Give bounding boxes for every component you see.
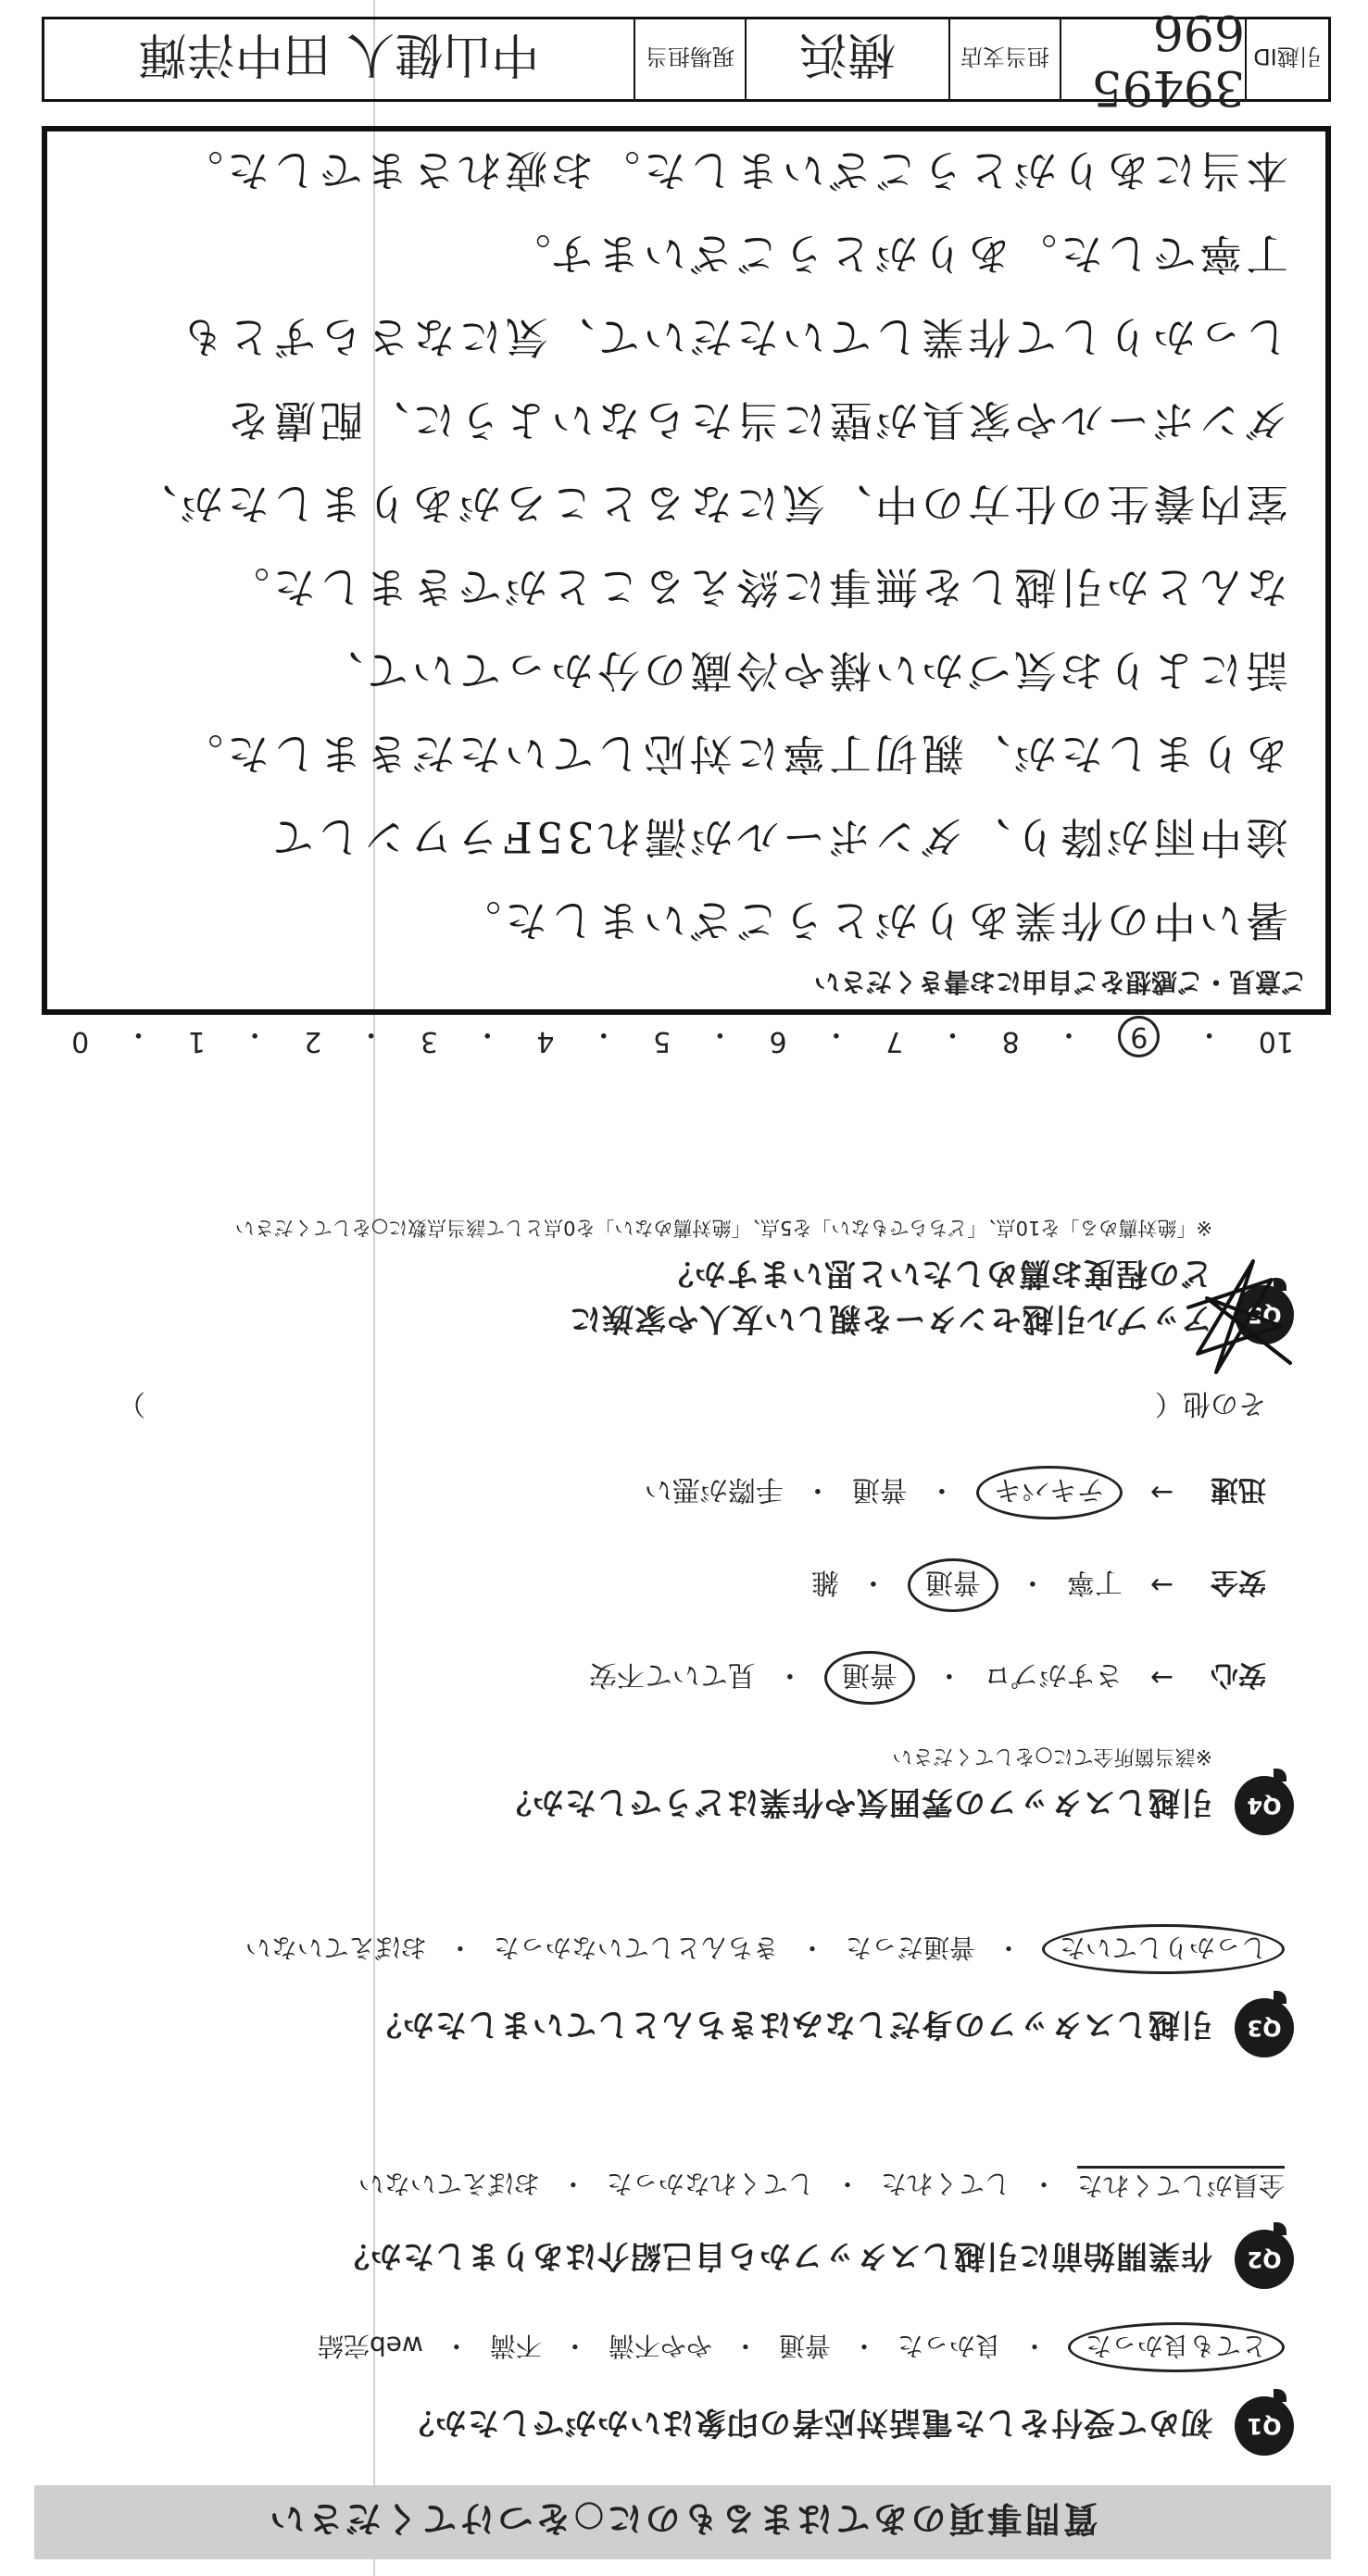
branch-label: 担当支店 xyxy=(948,19,1060,99)
q4-other-label: その他（ xyxy=(1155,1387,1266,1419)
q5-score-2[interactable]: 2 xyxy=(304,1025,322,1057)
q4-safety-option-1[interactable]: 丁寧 xyxy=(1066,1566,1123,1598)
q5-text-line-2: どの程度お薦めしたいと思いますか？ xyxy=(661,1255,1212,1292)
q1-option-4[interactable]: やや不満 xyxy=(608,2331,712,2361)
q4-row-reassurance: 安心 → さすがプロ ・ 普通 ・ 見ていて不安 xyxy=(71,1651,1266,1705)
q4-reassurance-option-1[interactable]: さすがプロ xyxy=(983,1658,1123,1691)
q3-option-3[interactable]: きちんとしていなかった xyxy=(493,1932,779,1963)
scribble-mark-icon xyxy=(1179,1243,1309,1382)
comment-line: しっかりして作業していただいて、気になさらずとも xyxy=(177,312,1288,362)
id-value: 39495 696 xyxy=(1060,19,1245,99)
q4-other-close: ） xyxy=(118,1387,145,1419)
q4-other-row xyxy=(118,1386,1266,1427)
q4-speed-option-2[interactable]: 普通 xyxy=(851,1473,908,1506)
banner-text: 質問事項のあてはまるものに○をつけてください xyxy=(267,2498,1098,2540)
comments-label: ご意見・ご感想をご自由にお書きください xyxy=(813,967,1307,997)
comments-box[interactable] xyxy=(42,126,1331,1015)
q3-option-4[interactable]: おぼえていない xyxy=(245,1932,427,1963)
q1-options: とても良かった ・ 良かった ・ 普通 ・ やや不満 ・ 不満 ・ web完結 xyxy=(71,2322,1285,2372)
q4-row-safety: 安全 → 丁寧 ・ 普通 ・ 雑 xyxy=(71,1558,1266,1612)
q3-text: 引越しスタッフの身だしなみはきちんとしていましたか？ xyxy=(370,2006,1212,2044)
q3-option-1[interactable]: しっかりしていた xyxy=(1042,1924,1285,1974)
question-5 xyxy=(71,1215,1294,1344)
q3-badge: Q3 xyxy=(1235,1998,1294,2057)
q4-reassurance-option-2[interactable]: 普通 xyxy=(824,1651,915,1705)
q5-note: ※「絶対薦める」を10点、「どちらでもない」を5点、「絶対薦めない」を0点として該当点数に○をしてください xyxy=(234,1217,1212,1239)
q4-row-label: 安全 xyxy=(1211,1566,1266,1598)
comment-line: 室内養生の仕方の中、気になるところがありましたが、 xyxy=(131,479,1288,529)
q3-option-2[interactable]: 普通だった xyxy=(845,1932,975,1963)
q5-scale: 10 ・ 9 ・ 8 ・ 7 ・ 6 ・ 5 ・ 4 ・ 3 ・ 2 ・ 1 ・ 0 xyxy=(71,1018,1294,1057)
q4-note: ※該当箇所全てに○をしてください xyxy=(892,1744,1212,1768)
q4-safety-option-2[interactable]: 普通 xyxy=(908,1558,998,1612)
q2-badge: Q2 xyxy=(1235,2230,1294,2289)
q2-option-3[interactable]: してくれなかった xyxy=(606,2169,814,2200)
comment-line: なんとか引越しを無事に終えることができました。 xyxy=(223,562,1288,612)
q1-badge: Q1 xyxy=(1235,2396,1294,2456)
q2-options: 全員がしてくれた ・ してくれた ・ してくれなかった ・ おぼえていない xyxy=(71,2166,1285,2206)
comment-line: ダンボールや家具が壁に当たらないように、配慮を xyxy=(223,395,1288,445)
branch-value: 横浜 xyxy=(745,19,948,99)
q1-option-5[interactable]: 不満 xyxy=(489,2331,542,2361)
footer-table xyxy=(42,4,1331,115)
q4-row-label: 迅速 xyxy=(1211,1473,1266,1506)
q5-score-0[interactable]: 0 xyxy=(71,1025,90,1057)
q4-safety-option-3[interactable]: 雑 xyxy=(810,1566,839,1598)
q5-score-4[interactable]: 4 xyxy=(536,1025,555,1057)
q4-text: 引越しスタッフの雰囲気や作業はどうでしたか？ xyxy=(499,1783,1212,1821)
q5-score-7[interactable]: 7 xyxy=(885,1025,904,1057)
arrow-icon: → xyxy=(1149,1661,1173,1694)
id-label: 引越ID xyxy=(1245,19,1328,99)
comment-line: 話によりお気づかい様や冷蔵の分かっていて、 xyxy=(316,645,1288,695)
staff-value: 中山健人 田中洋輝 xyxy=(138,26,540,82)
question-4 xyxy=(71,1386,1294,1835)
q5-score-6[interactable]: 6 xyxy=(769,1025,787,1057)
q5-score-9[interactable]: 9 xyxy=(1118,1016,1160,1057)
comment-line: ありましたが、親切丁寧に対応していただきました。 xyxy=(177,729,1288,779)
q5-score-8[interactable]: 8 xyxy=(1001,1025,1020,1057)
staff-label: 現場担当 xyxy=(634,19,745,99)
q4-reassurance-option-3[interactable]: 見ていて不安 xyxy=(588,1658,756,1691)
q4-row-speed: 迅速 → テキパキ ・ 普通 ・ 手際が悪い xyxy=(71,1466,1266,1519)
question-3 xyxy=(71,1924,1294,2057)
q1-option-1[interactable]: とても良かった xyxy=(1068,2322,1285,2372)
arrow-icon: → xyxy=(1149,1476,1173,1509)
q5-score-5[interactable]: 5 xyxy=(653,1025,671,1057)
q5-score-10[interactable]: 10 xyxy=(1258,1025,1294,1057)
q5-text-line-1: アップル引越センターを親しい友人や家族に xyxy=(569,1300,1212,1337)
q2-option-4[interactable]: おぼえていない xyxy=(358,2169,540,2200)
question-2 xyxy=(71,2166,1294,2289)
arrow-icon: → xyxy=(1149,1569,1173,1602)
q3-options: しっかりしていた ・ 普通だった ・ きちんとしていなかった ・ おぼえていない xyxy=(71,1924,1285,1974)
q1-text: 初めて受付をした電話対応者の印象はいかがでしたか？ xyxy=(402,2404,1212,2442)
comment-line: 本当にありがとうございました。お疲れさまでした。 xyxy=(177,145,1288,195)
q2-text: 作業開始前に引越しスタッフから自己紹介はありましたか？ xyxy=(337,2237,1212,2275)
comment-line: 途中雨が降り、ダンボールが濡れ35Fラワンして xyxy=(268,812,1288,862)
comment-line: 暑い中の作業ありがとうございました。 xyxy=(455,895,1288,945)
question-1 xyxy=(71,2322,1294,2456)
q1-option-3[interactable]: 普通 xyxy=(778,2331,831,2361)
comment-line: 丁寧でした。ありがとうございます。 xyxy=(504,229,1288,279)
q1-option-2[interactable]: 良かった xyxy=(897,2331,1001,2361)
instructions-banner xyxy=(34,2485,1331,2559)
q4-row-label: 安心 xyxy=(1211,1658,1266,1691)
q1-option-6[interactable]: web完結 xyxy=(317,2331,423,2361)
q4-badge: Q4 xyxy=(1235,1776,1294,1835)
q2-option-2[interactable]: してくれた xyxy=(880,2169,1010,2200)
q2-option-1[interactable]: 全員がしてくれた xyxy=(1077,2166,1285,2206)
q5-badge: Q5 xyxy=(1235,1285,1294,1344)
q4-speed-option-1[interactable]: テキパキ xyxy=(976,1466,1123,1519)
q4-speed-option-3[interactable]: 手際が悪い xyxy=(644,1473,784,1506)
q5-score-1[interactable]: 1 xyxy=(187,1025,206,1057)
q5-score-3[interactable]: 3 xyxy=(420,1025,438,1057)
